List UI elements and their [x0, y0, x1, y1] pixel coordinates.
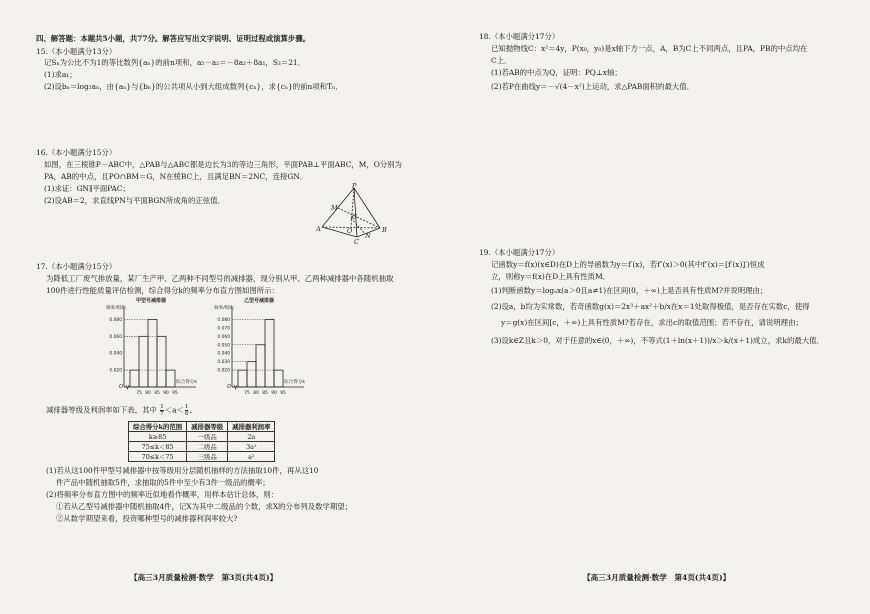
x-tick-label: 75 — [136, 391, 142, 396]
q19-header: 19.（本小题满分17分） — [479, 248, 560, 257]
table-cell: 三级品 — [187, 452, 228, 462]
origin-label: O — [227, 384, 231, 390]
q18-line1: 已知抛物线C：x²＝4y，P(x₀，y₀)是x轴下方一点，A，B为C上不同两点，且PA，PB的中点均在 — [491, 44, 808, 53]
q17-line1: 为降低工厂废气排放量，某厂生产甲、乙两种不同型号的减排器，现分别从甲、乙两种减排器中各随机抽取 — [46, 274, 394, 283]
label-O: O — [347, 227, 353, 235]
q19-part3: (3)设k∈Z且k＞0，对于任意的x∈(0，＋∞)，不等式(1＋ln(x＋1))/x＞k/(x＋1)成立，求k的最大值． — [491, 336, 824, 345]
q15-header: 15.（本小题满分13分） — [36, 47, 117, 56]
right-page — [435, 0, 870, 614]
label-B: B — [382, 226, 387, 234]
q17-part1-line2: 件产品中随机抽取5件，求抽取的5件中至少有3件一级品的概率； — [56, 478, 270, 487]
section-title: 四、解答题：本题共5小题，共77分。解答应写出文字说明、证明过程或演算步骤。 — [36, 34, 311, 43]
histogram-bar — [274, 370, 283, 387]
label-N: N — [365, 232, 371, 240]
frac1-den: 7 — [160, 411, 164, 417]
table-cell: 70≤k＜75 — [129, 452, 187, 462]
origin-label: O — [119, 384, 123, 390]
label-C: C — [354, 238, 359, 245]
x-tick-label: 80 — [145, 391, 151, 396]
y-tick-label: 0.040 — [109, 351, 122, 357]
chart-title: 乙型号减排器 — [244, 298, 275, 304]
x-tick-label: 95 — [280, 391, 286, 396]
q18-header: 18.（本小题满分17分） — [479, 32, 560, 41]
q18-line2: C上． — [491, 56, 512, 65]
x-tick-label: 90 — [163, 391, 169, 396]
chart-title: 甲型号减排器 — [136, 298, 167, 304]
table-row — [129, 442, 275, 452]
x-axis-label: 综合得分k — [284, 380, 306, 385]
frac1-num: 1 — [160, 404, 164, 410]
label-P: P — [352, 183, 357, 190]
label-A: A — [316, 225, 321, 233]
q17-part2-sub2: ②从数学期望来看，投资哪种型号的减排器利润率较大? — [56, 514, 238, 523]
x-tick-label: 85 — [262, 391, 268, 396]
table-header-cell: 减排器利润率 — [228, 422, 275, 432]
histogram-bar — [130, 370, 139, 387]
y-tick-label: 0.060 — [217, 334, 230, 340]
histogram-jia — [102, 295, 220, 401]
table-cell: 一级品 — [187, 432, 228, 442]
q19-part2-line1: (2)设a，b均为实常数，若奇函数g(x)＝2x³＋ax²＋b/x在x＝1处取得极值，是否存在实数c，使得 — [491, 302, 810, 311]
pyramid-figure — [316, 183, 391, 245]
y-tick-label: 0.030 — [217, 360, 230, 366]
histogram-bar — [265, 319, 274, 387]
x-tick-label: 85 — [154, 391, 160, 396]
y-tick-label: 0.020 — [217, 368, 230, 374]
frac2-den: 6 — [184, 411, 189, 417]
q16-line2: PA，AB的中点，且PO∩BM＝G，N在棱BC上，且满足BN＝2NC，连接GN． — [44, 172, 308, 181]
fraction-one-sixth — [185, 404, 189, 417]
q17-table-intro: 减排器等级及利润率如下表，其中 $\frac{1}{7}$ ＜a＜ $\frac{1}{6}$ ． — [46, 404, 197, 417]
label-M: M — [331, 204, 338, 212]
x-axis-label: 综合得分k — [176, 380, 198, 385]
x-tick-label: 75 — [244, 391, 250, 396]
y-axis-label: 频率/组距 — [214, 306, 234, 311]
q17-part2-line1: (2)将频率分布直方图中的频率近似地看作概率，用样本估计总体，则： — [46, 490, 279, 499]
q19-line1: 记函数y＝f(x)(x∈D)在D上的导函数为y＝f′(x)，若f″(x)＞0(其中f″(x)＝[f′(x)]′)恒成 — [491, 260, 765, 269]
table-cell: 二级品 — [187, 442, 228, 452]
y-tick-label: 0.070 — [217, 326, 230, 332]
histogram-bar — [247, 362, 256, 387]
histogram-bar — [139, 336, 148, 387]
page-footer-4: 【高三3月质量检测·数学 第4页(共4页)】 — [583, 573, 731, 582]
y-axis-label: 频率/组距 — [106, 306, 126, 311]
y-tick-label: 0.040 — [217, 351, 230, 357]
fraction-one-seventh — [160, 404, 164, 417]
table-header-cell: 减排器等级 — [187, 422, 228, 432]
table-header-row — [129, 422, 275, 432]
q18-part2: (2)若P在曲线y＝－√(4－x²)上运动，求△PAB面积的最大值． — [491, 82, 695, 91]
q18-part1: (1)若AB的中点为Q，证明：PQ⊥x轴； — [491, 68, 622, 77]
y-tick-label: 0.050 — [217, 343, 230, 349]
q17-part2-sub1: ①若从乙型号减排器中随机抽取4件，记X为其中二级品的个数，求X的分布列及数学期望； — [56, 502, 353, 511]
grade-table — [128, 421, 275, 462]
x-tick-label: 95 — [172, 391, 178, 396]
table-cell: 75≤k＜85 — [129, 442, 187, 452]
q19-part1: (1)判断函数y＝logₐx(a＞0且a≠1)在区间(0，＋∞)上是否具有性质M?并说明理由； — [491, 286, 768, 295]
x-tick-label: 80 — [253, 391, 259, 396]
y-tick-label: 0.060 — [109, 334, 122, 340]
y-tick-label: 0.080 — [109, 317, 122, 323]
table-cell: a² — [228, 452, 275, 462]
histogram-bar — [166, 370, 175, 387]
frac2-num: 1 — [184, 404, 189, 410]
q17-part1-line1: (1)若从这100件甲型号减排器中按等级用分层随机抽样的方法抽取10件，再从这10 — [46, 466, 319, 475]
q16-header: 16.（本小题满分15分） — [36, 148, 117, 157]
x-tick-label: 90 — [271, 391, 277, 396]
q17-line2: 100件进行性能质量评估检测，综合得分k的频率分布直方图如图所示： — [46, 286, 279, 295]
q16-part2: (2)设AB＝2，求直线PN与平面BGN所成角的正弦值． — [44, 196, 225, 205]
histogram-bar — [157, 336, 166, 387]
table-cell: 2a — [228, 432, 275, 442]
q19-part2-line2: y＝g(x)在区间[c，＋∞)上具有性质M?若存在，求出c的取值范围；若不存在，请说明理由； — [501, 318, 803, 327]
q19-line2: 立，则称y＝f(x)在D上具有性质M． — [491, 272, 611, 281]
q15-part1: (1)求a₁； — [44, 70, 77, 79]
label-G: G — [352, 213, 358, 221]
q15-part2: (2)设bₙ＝log₂aₙ，由{aₙ}与{bₙ}的公共项从小到大组成数列{cₙ}，求{cₙ}的前n项和Tₙ． — [44, 82, 343, 91]
q17-table-intro-text: 减排器等级及利润率如下表，其中 — [46, 405, 157, 415]
table-cell: 3a² — [228, 442, 275, 452]
q17-header: 17.（本小题满分15分） — [36, 262, 117, 271]
table-header-cell: 综合得分k的范围 — [129, 422, 187, 432]
histogram-yi — [210, 295, 328, 401]
y-tick-label: 0.080 — [217, 317, 230, 323]
q16-line1: 如图，在三棱锥P－ABC中，△PAB与△ABC都是边长为3的等边三角形，平面PAB⊥平面ABC，M，O分别为 — [44, 160, 402, 169]
q15-stem: 记Sₙ为公比不为1的等比数列{aₙ}的前n项和，a₅－a₂＝－8a₂＋8a₁，S₃＝21． — [44, 58, 306, 67]
histogram-bar — [148, 319, 157, 387]
table-row — [129, 452, 275, 462]
table-row — [129, 432, 275, 442]
q16-part1: (1)求证：GN∥平面PAC； — [44, 184, 130, 193]
page-footer-3: 【高三3月质量检测·数学 第3页(共4页)】 — [130, 573, 278, 582]
y-tick-label: 0.020 — [109, 368, 122, 374]
histogram-bar — [238, 370, 247, 387]
table-cell: k≥85 — [129, 432, 187, 442]
q17-table-intro-mid: ＜a＜ — [164, 405, 184, 415]
histogram-bar — [256, 345, 265, 387]
